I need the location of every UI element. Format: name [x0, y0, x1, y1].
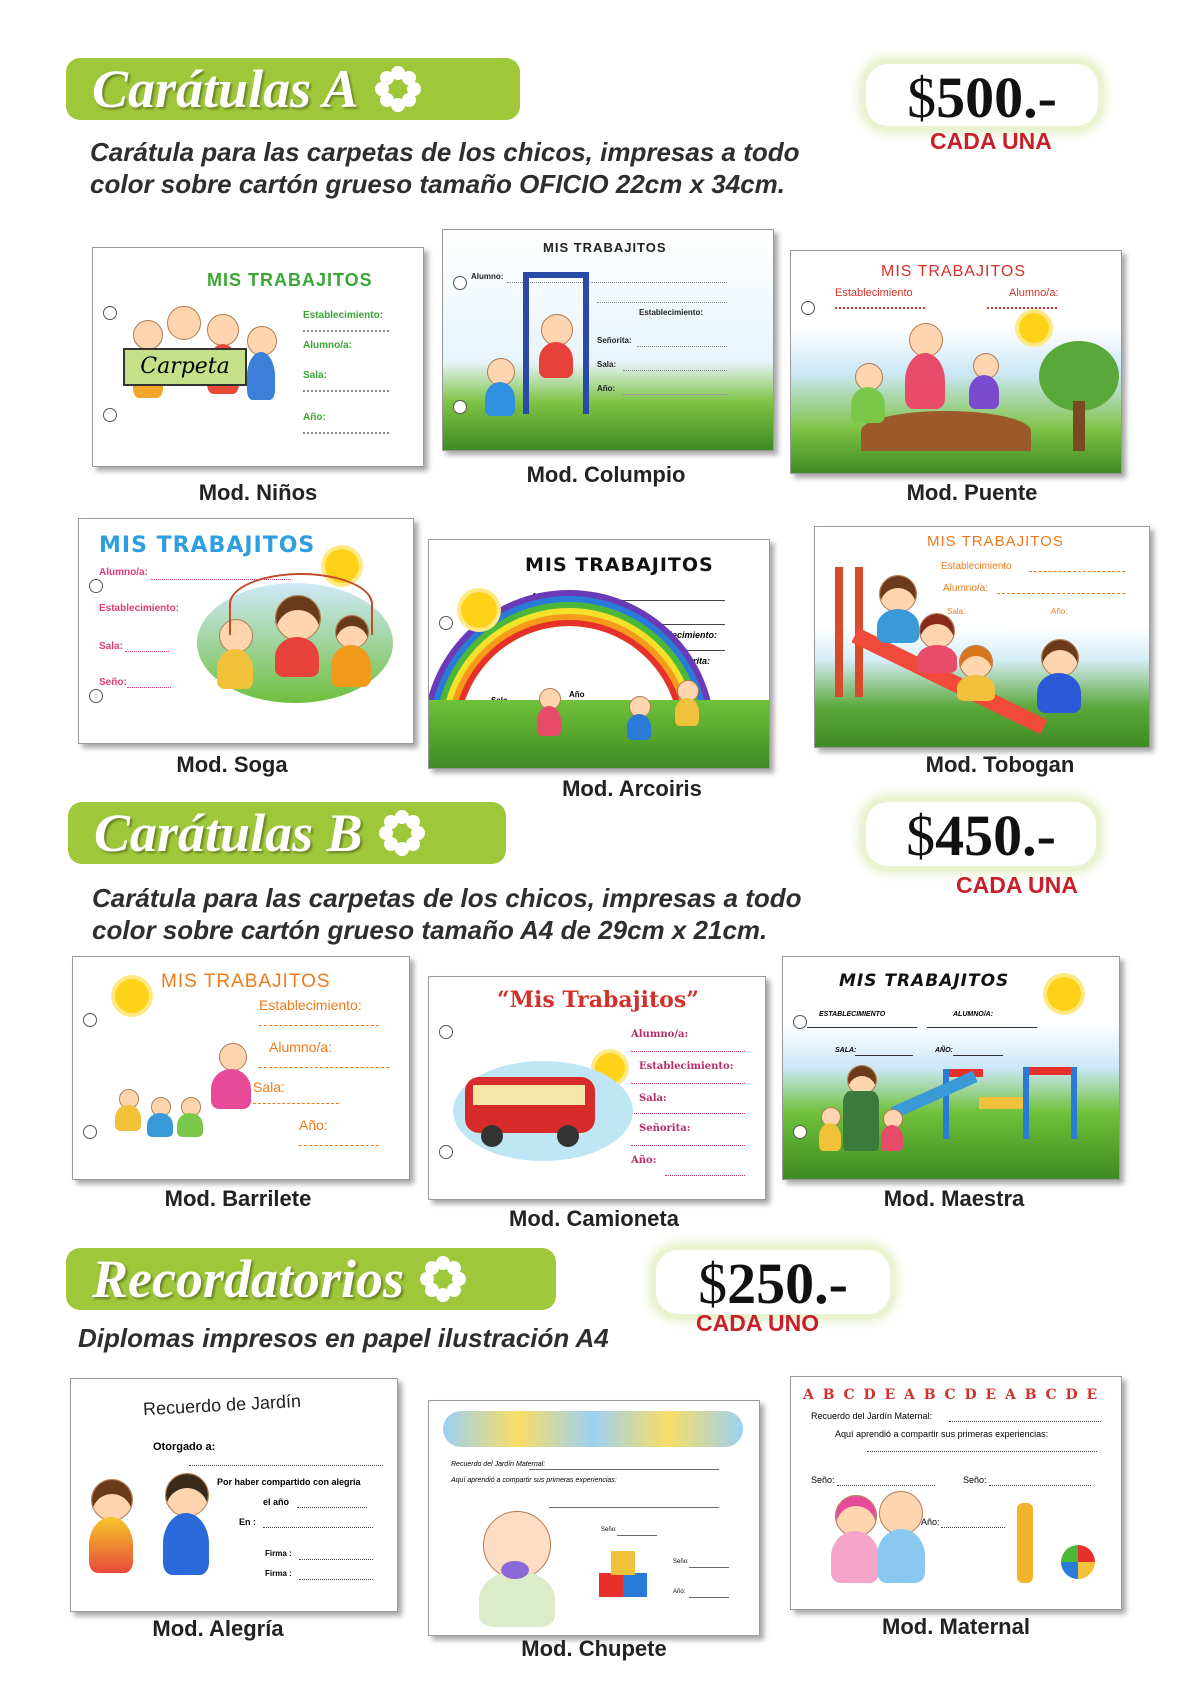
field-label: Otorgado a:	[153, 1441, 216, 1453]
field-label: Seño:	[963, 1475, 987, 1485]
field-label: SALA:	[835, 1047, 857, 1054]
card-barrilete[interactable]	[72, 956, 410, 1180]
card-maestra[interactable]	[782, 956, 1120, 1180]
description-a-line2: color sobre cartón grueso tamaño OFICIO 22cm x 34cm.	[90, 169, 785, 199]
field-label: Alumno/a:	[269, 1039, 333, 1055]
card-title: MIS TRABAJITOS	[207, 270, 373, 290]
field-label: Establecimiento:	[639, 1061, 734, 1072]
price-value: 500.-	[936, 65, 1057, 130]
card-title: MIS TRABAJITOS	[839, 971, 1010, 991]
field-label: Año:	[597, 384, 616, 393]
field-label: Sala:	[639, 1093, 667, 1104]
model-caption: Mod. Camioneta	[509, 1206, 679, 1231]
description-c: Diplomas impresos en papel ilustración A4	[78, 1323, 609, 1353]
card-ninos[interactable]	[92, 247, 424, 467]
field-label: Alumno/a:	[943, 583, 989, 594]
card-title: MIS TRABAJITOS	[99, 533, 316, 558]
model-caption: Mod. Niños	[198, 480, 318, 505]
price-note-a: CADA UNA	[930, 128, 1052, 154]
card-title: MIS TRABAJITOS	[543, 240, 667, 255]
field-label: Recuerdo del Jardín Maternal:	[451, 1461, 546, 1468]
card-title: MIS TRABAJITOS	[881, 263, 1026, 280]
model-caption: Mod. Arcoiris	[562, 776, 702, 801]
price-box-c: $250.-	[656, 1250, 890, 1314]
model-caption: Mod. Columpio	[526, 462, 686, 487]
flower-icon	[379, 810, 425, 856]
field-label: Año:	[1051, 607, 1068, 616]
flower-icon	[420, 1256, 466, 1302]
price-value: 250.-	[727, 1251, 848, 1316]
section-header-recordatorios	[66, 1248, 556, 1310]
field-label: Año:	[673, 1589, 686, 1595]
field-label: Señorita:	[639, 1123, 691, 1134]
price-note-c: CADA UNO	[696, 1310, 820, 1336]
field-label: AÑO:	[935, 1047, 953, 1054]
card-puente[interactable]	[790, 250, 1122, 474]
field-label: Sala:	[303, 370, 327, 381]
card-soga[interactable]	[78, 518, 414, 744]
field-label: Firma :	[265, 1549, 292, 1558]
field-label: Alumno/a:	[631, 1029, 689, 1040]
description-b-line1: Carátula para las carpetas de los chicos, impresas a todo	[92, 883, 802, 913]
section-title: Recordatorios	[92, 1249, 405, 1309]
field-label: Por haber compartido con alegría	[217, 1477, 361, 1487]
card-chupete[interactable]	[428, 1400, 760, 1636]
field-label: Sala:	[253, 1079, 285, 1095]
card-camioneta[interactable]	[428, 976, 766, 1200]
model-caption: Mod. Puente	[906, 480, 1038, 505]
field-label: Seño:	[99, 677, 127, 688]
flower-icon	[375, 66, 421, 112]
field-label: Aquí aprendió a compartir sus primeras experiencias:	[451, 1477, 617, 1484]
card-title: MIS TRABAJITOS	[525, 554, 714, 576]
field-label: Establecimiento:	[259, 997, 362, 1013]
field-label: Seño:	[601, 1527, 617, 1533]
field-label: Año:	[921, 1517, 940, 1527]
field-label: ALUMNO/A:	[953, 1011, 994, 1018]
model-caption: Mod. Maternal	[882, 1614, 1030, 1639]
field-label: Año:	[631, 1155, 657, 1166]
card-tobogan[interactable]	[814, 526, 1150, 748]
field-label: Establecimiento	[835, 287, 913, 299]
field-label: Señorita:	[597, 336, 632, 345]
field-label: Año:	[299, 1117, 328, 1133]
model-caption: Mod. Maestra	[883, 1186, 1025, 1211]
card-title: “Mis Trabajitos”	[497, 987, 699, 1013]
field-label: Establecimiento	[941, 561, 1012, 572]
card-title: Recuerdo de Jardín	[142, 1390, 302, 1420]
field-label: el año	[263, 1497, 290, 1507]
alphabet-banner: A B C D E A B C D E A B C D E	[803, 1387, 1100, 1403]
field-label: Señorita:	[671, 656, 711, 666]
carpeta-sign: Carpeta	[123, 348, 247, 386]
model-caption: Mod. Chupete	[521, 1636, 667, 1661]
field-label: Establecimiento:	[639, 308, 704, 317]
field-label: Aquí aprendió a compartir sus primeras experiencias:	[835, 1429, 1049, 1439]
description-b-line2: color sobre cartón grueso tamaño A4 de 29cm x 21cm.	[92, 915, 768, 945]
section-title: Carátulas A	[92, 59, 359, 119]
price-note-b: CADA UNA	[956, 872, 1078, 898]
field-label: Seño:	[811, 1475, 835, 1485]
field-label: Recuerdo del Jardín Maternal:	[811, 1411, 933, 1421]
field-label: Sala:	[597, 360, 617, 369]
price-box-a: $500.-	[866, 64, 1098, 126]
price-box-b: $450.-	[866, 802, 1096, 866]
section-title: Carátulas B	[94, 803, 363, 863]
field-label: ESTABLECIMIENTO	[819, 1011, 886, 1018]
model-caption: Mod. Barrilete	[164, 1186, 312, 1211]
field-label: Seño:	[673, 1559, 689, 1565]
field-label: En :	[239, 1517, 256, 1527]
section-header-caratulas-a	[66, 58, 520, 120]
field-label: Sala:	[947, 607, 966, 616]
field-label: Año	[569, 690, 585, 699]
field-label: Firma :	[265, 1569, 292, 1578]
price-value: 450.-	[935, 803, 1056, 868]
field-label: Establecimiento:	[303, 310, 384, 321]
model-caption: Mod. Soga	[176, 752, 288, 777]
field-label: Sala:	[99, 641, 123, 652]
field-label: Alumno:	[471, 272, 504, 281]
card-arcoiris[interactable]	[428, 539, 770, 769]
field-label: Alumno/a:	[99, 567, 148, 578]
card-title: MIS TRABAJITOS	[927, 533, 1064, 550]
field-label: Alumno/a:	[303, 340, 352, 351]
card-maternal[interactable]	[790, 1376, 1122, 1610]
card-alegria[interactable]	[70, 1378, 398, 1612]
field-label: Establecimiento:	[645, 630, 718, 640]
card-title: MIS TRABAJITOS	[161, 971, 331, 992]
description-a-line1: Carátula para las carpetas de los chicos, impresas a todo	[90, 137, 800, 167]
field-label: Establecimiento:	[99, 603, 180, 614]
section-header-caratulas-b	[68, 802, 506, 864]
model-caption: Mod. Alegría	[152, 1616, 284, 1641]
field-label: Año:	[303, 412, 326, 423]
field-label: Alumno:	[531, 592, 564, 601]
card-columpio[interactable]	[442, 229, 774, 451]
field-label: Alumno/a:	[1009, 287, 1059, 299]
model-caption: Mod. Tobogan	[925, 752, 1075, 777]
